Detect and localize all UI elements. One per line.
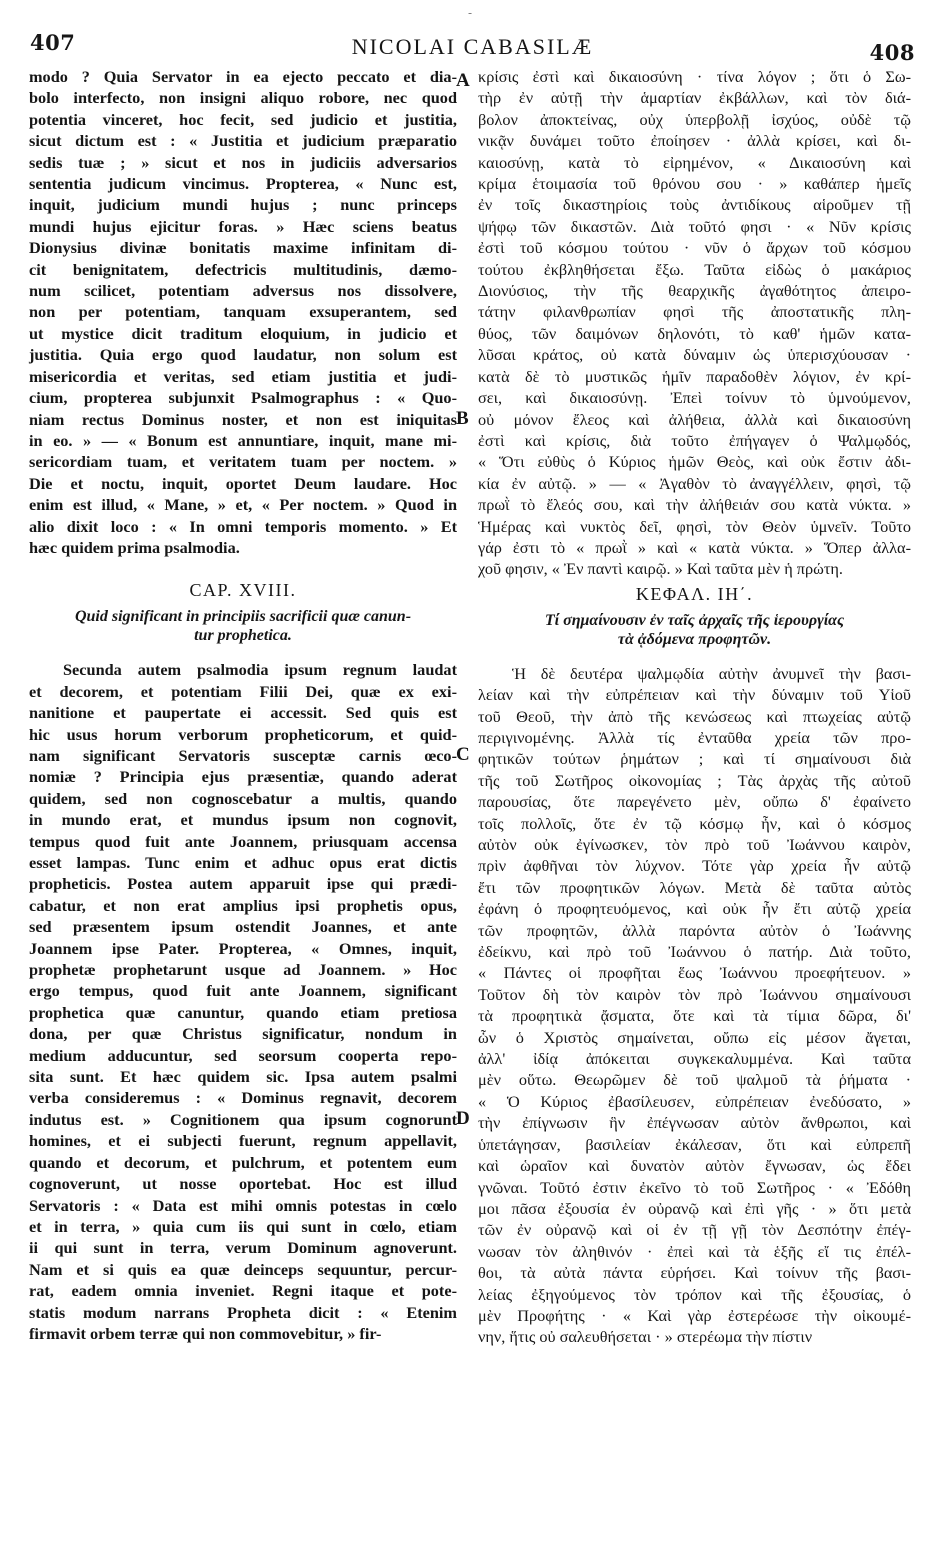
text-line: alio dixit loco : « In omni temporis momento. » Et	[29, 516, 457, 536]
text-line: firmavit orbem terræ qui non commovebitur, » fir-	[29, 1323, 382, 1343]
text-line: rat, eadem omnia inveniet. Regni itaque et pote-	[29, 1281, 457, 1301]
text-line: ἔτι τῶν προφητικῶν λόγων. Μετὰ δὲ ταῦτα αὐτὸς	[478, 877, 911, 897]
text-line: τὰ προφητικὰ ᾄσματα, ὅτε καὶ τὰ τίμια δῶρα, δι'	[478, 1006, 911, 1026]
text-line: γάρ ἐστι τὸ « πρωῒ » καὶ « κατὰ νύκτα. » Ὅπερ ἀλλα-	[478, 537, 911, 557]
text-line: τὴν ἐπίγνωσιν ἣν ἐπέγνωσαν αὐτὸν ἄνθρωποι, καὶ	[478, 1113, 911, 1133]
text-line: Secunda autem psalmodia ipsum regnum laudat	[63, 660, 457, 680]
text-line: κατὰ δὲ τὸ μυστικῶς ἡμῖν παραδοθὲν λόγιον, ἐν κρί-	[478, 366, 911, 386]
latin-paragraph-1	[29, 66, 457, 558]
text-line: cognoverunt, ut nosse oportebat. Hoc est illud	[29, 1174, 457, 1194]
margin-marker-d: D	[456, 1108, 470, 1129]
text-line: παρουσίας, ὅτε παρεγένετο μὲν, οὔπω δ' ἐφαίνετο	[478, 792, 911, 812]
text-line: Die et noctu, inquit, oportet Deum laudare. Hoc	[29, 473, 457, 493]
text-line: tur prophetica.	[194, 627, 292, 645]
page-number-left: 407	[30, 30, 76, 55]
text-line: verba consideremus : « Dominus regnavit, decorem	[29, 1088, 457, 1108]
top-mark: -	[468, 6, 473, 20]
text-line: χοῦ φησιν, « Ἐν παντὶ καιρῷ. » Καὶ ταῦτα μὲν ἡ πρώτη.	[478, 559, 843, 579]
text-line: γνῶναι. Τοῦτό ἐστιν ἐκεῖνο τὸ τοῦ Σωτῆρος · « Ἐδόθη	[478, 1177, 911, 1197]
text-line: περιγινομένης. Ἀλλὰ τίς ἐνταῦθα χρεία τῶν προ-	[478, 727, 911, 747]
text-line: τὰ ᾀδόμενα προφητῶν.	[617, 630, 772, 648]
text-line: βολον ἀποκτείνας, οὐχ ὑπερβολῇ ἰσχύος, οὐδὲ τῷ	[478, 109, 911, 129]
text-line: καιοσύνῃ, κατὰ τὸ εἰρημένον, « Δικαιοσύνη καὶ	[478, 152, 911, 172]
text-line: ut mystice dicit traditum eloquium, in judicio et	[29, 323, 457, 343]
text-line: νικᾷν δυνάμει τοῦτο ἐποίησεν · ἀλλὰ κρίσει, καὶ δι-	[478, 131, 911, 151]
text-line: φητικῶν τούτων ῥημάτων ; καὶ τί σημαίνουσι διὰ	[478, 749, 911, 769]
text-line: bolo interfecto, non insigni aliquo robore, nec quod	[29, 88, 457, 108]
greek-chapter-subtitle	[478, 611, 911, 649]
text-line: πρὶν ἀφθῆναι τὸν λύχνον. Τότε γὰρ χρεία ἦν αὐτῷ	[478, 856, 911, 876]
text-line: ψήφῳ τῶν δικαστῶν. Διὰ τοῦτό φησι · « Νῦν κρίσις	[478, 216, 911, 236]
text-line: μὲν οὕτω. Θεωρῶμεν δὲ τοῦ ψαλμοῦ τὰ ῥήματα ·	[478, 1070, 911, 1090]
text-line: Τί σημαίνουσιν ἐν ταῖς ἀρχαῖς τῆς ἱερουργίας	[544, 611, 845, 629]
text-line: λῦσαι κράτος, οὐ κατὰ δύναμιν ὡς ὑπερισχύουσαν ·	[478, 345, 911, 365]
text-line: prophetica quæ canuntur, quando etiam pretiosa	[29, 1002, 457, 1022]
greek-column	[478, 66, 911, 1348]
text-line: τοῖς πολλοῖς, ὅτε ἐν τῷ κόσμῳ ἦν, καὶ ὁ κόσμος	[478, 813, 911, 833]
text-line: θοι, τὰ αὐτὰ πάντα εὑρήσει. Καὶ τοίνυν τῆς βασι-	[478, 1263, 911, 1283]
margin-marker-a: A	[456, 70, 470, 91]
text-line: dona, per quæ Christus significatur, nondum in	[29, 1024, 457, 1044]
text-line: sedis tuæ ; » sicut et nos in judiciis adversarios	[29, 152, 457, 172]
text-line: ἀλλ' ἰδίᾳ ἀπόκειται συγκεκαλυμμένα. Καὶ ταῦτα	[478, 1049, 911, 1069]
text-line: ἐφάνη ὁ προφητευόμενος, καὶ οὐκ ἦν ἔτι αὐτῷ χρεία	[478, 899, 911, 919]
text-line: θύος, τῶν δαιμόνων δηλονότι, τὸ καθ' ἡμῶν κατα-	[478, 323, 911, 343]
text-line: τοῦ Θεοῦ, τὴν ἀπὸ τῆς κενώσεως καὶ πτωχείας αὐτῷ	[478, 706, 911, 726]
text-line: Διονύσιος, τὴν τῆς θεαρχικῆς ἀγαθότητος ἀπειρο-	[478, 281, 911, 301]
text-line: αὐτὸν οὐκ ἐγίνωσκεν, τὸν πρὸ τοῦ Ἰωάννου καιρὸν,	[478, 835, 911, 854]
text-line: et in terra, » quia cum iis qui sunt in cœlo, etiam	[29, 1216, 457, 1236]
text-line: ergo tempus, quod fuit ante Joannem, significant	[29, 981, 457, 1001]
greek-chapter-title: ΚΕΦΑΛ. ΙΗ΄.	[635, 583, 754, 604]
text-line: τῆς τοῦ Σωτῆρος οἰκονομίας ; Τὰς ἀρχὰς τῆς αὐτοῦ	[478, 770, 911, 790]
text-line: τῶν ἐν οὐρανῷ καὶ οἱ ἐν τῇ γῇ τὸν Δεσπότην ἐπέγ-	[478, 1220, 911, 1240]
text-line: sed præsentem ipsum ostendit Joannes, et ante	[29, 917, 457, 937]
text-line: medium adducuntur, sed seorsum cooperta repo-	[29, 1045, 457, 1065]
text-line: cabatur, et non erat amplius ipsi prophetis opus,	[29, 895, 457, 915]
text-line: Quid significant in principiis sacrificii quæ canun-	[74, 608, 412, 626]
text-line: λείαν καὶ τὴν εὐπρέπειαν καὶ τὴν δύναμιν τοῦ Υἱοῦ	[478, 685, 911, 705]
text-line: τούτου ἐκβληθήσεται ἔξω. Ταῦτα εἰδὼς ὁ μακάριος	[478, 259, 911, 279]
text-line: hæc quidem prima psalmodia.	[29, 537, 240, 557]
text-line: ἐν τοῖς δικαστηρίοις τοὺς ἀντιδίκους αἱροῦμεν τῇ	[478, 195, 911, 215]
text-line: τῶν προφητῶν, ἀλλὰ παρόντα αὐτὸν ὁ Ἰωάννης	[478, 920, 911, 940]
text-line: nomiæ ? Principia ejus præsentiæ, quando aderat	[29, 767, 457, 787]
text-line: ἐστὶ τοῦ κόσμου τούτου · νῦν ὁ ἄρχων τοῦ κόσμου	[478, 238, 911, 258]
text-line: καὶ ὡραῖον καὶ δυνατὸν αὐτὸν ἔγνωσαν, ὡς ἔδει	[478, 1156, 911, 1176]
text-line: modo ? Quia Servator in ea ejecto peccato et dia-	[29, 67, 457, 86]
text-line: Nam et si quis ea quæ deinceps sequuntur, percur-	[29, 1259, 457, 1279]
margin-marker-c: C	[456, 744, 470, 765]
text-line: « Ὁ Κύριος ἐβασίλευσεν, εὐπρέπειαν ἐνεδύσατο, »	[478, 1091, 911, 1111]
latin-paragraph-2	[29, 659, 457, 1344]
text-line: ὑπετάγησαν, βασιλείαν ἐκάλεσαν, ὅτι καὶ εὐπρεπῆ	[478, 1134, 911, 1154]
text-line: νωσαν τὸν ἀληθινόν · ἐπεὶ καὶ τὰ ἑξῆς εἴ τις ἐπέλ-	[478, 1241, 911, 1261]
text-line: indutus est. » Cognitionem qua ipsum cognorunt	[29, 1109, 457, 1129]
text-line: nam significant Servatoris susceptæ carnis œco-	[29, 745, 457, 765]
text-line: potentia vinceret, hoc fecit, sed judicio et justitia,	[29, 109, 457, 129]
text-line: νην, ἥτις οὐ σαλευθήσεται · » στερέωμα τὴν πίστιν	[478, 1327, 813, 1347]
text-line: οὐ μόνον ἔλεος καὶ ἀλήθεια, ἀλλὰ καὶ δικαιοσύνη	[478, 409, 911, 429]
text-line: esset lampas. Tunc enim et adhuc opus erat dictis	[29, 853, 457, 872]
text-line: ὧν ὁ Χριστὸς σημαίνεται, οὔπω εἰς μέσον ἄγεται,	[478, 1027, 911, 1047]
text-line: nanitione et paupertate ei accessit. Sed quis est	[29, 703, 457, 723]
text-line: hic usus horum verborum propheticorum, et quid-	[29, 724, 457, 744]
text-line: prophetæ prophetarunt usque ad Joannem. » Hoc	[29, 960, 457, 980]
text-line: κία ἐν αὐτῷ. » — « Ἀγαθὸν τὸ ἀναγγέλλειν, φησὶ, τῷ	[478, 473, 911, 493]
text-line: ii qui sunt in terra, verum Dominum agnoverunt.	[29, 1238, 457, 1258]
text-line: Τοῦτον δὴ τὸν καιρὸν τὸν πρὸ Ἰωάννου σημαίνουσι	[478, 984, 911, 1004]
text-line: ἐστὶ καὶ κρίσις, διὰ τοῦτο ἐπήγαγεν ὁ Ψαλμῳδός,	[478, 430, 911, 450]
text-line: sita sunt. Et hæc quidem sic. Ipsa autem psalmi	[29, 1067, 457, 1087]
text-line: sicut dictum est : « Justitia et judicium præparatio	[29, 131, 457, 151]
text-line: propheticis. Postea autem apparuit ipse qui prædi-	[29, 874, 457, 894]
greek-paragraph-2	[478, 663, 911, 1348]
text-line: μὲν Προφήτης · « Καὶ γὰρ ἐστερέωσε τὴν οἰκουμέ-	[478, 1305, 911, 1325]
latin-column	[29, 66, 457, 1344]
running-head: NICOLAI CABASILÆ	[351, 34, 594, 59]
text-line: πρωῒ τὸ ἔλεός σου, καὶ τὴν ἀλήθειάν σου κατὰ νύκτα. »	[478, 495, 911, 515]
text-line: cium, propterea subjunxit Psalmographus : « Quo-	[29, 388, 457, 408]
latin-chapter-title: CAP. XVIII.	[189, 580, 297, 601]
text-line: Joannem ipse Pater. Propterea, « Omnes, inquit,	[29, 938, 457, 958]
text-line: τὴρ ἐν αὐτῇ τὴν ἁμαρτίαν ἐκβάλλων, καὶ τὸν διά-	[478, 88, 911, 108]
page-number-right: 408	[869, 40, 915, 65]
text-line: inquit, judicium mundi hujus ; nunc princeps	[29, 195, 457, 215]
text-line: sententia judicum vincimus. Propterea, « Nunc est,	[29, 174, 457, 194]
latin-chapter-subtitle	[29, 607, 457, 645]
greek-paragraph-1	[478, 66, 911, 580]
text-line: enim est illud, « Mane, » et, « Per noctem. » Quod in	[29, 495, 457, 515]
text-line: Ἡμέρας καὶ νυκτὸς δεῖ, φησὶ, τὸν Θεὸν ὑμνεῖν. Τοῦτο	[478, 516, 911, 536]
text-line: quando et decorum, et pulchrum, et potentem eum	[29, 1152, 457, 1172]
text-line: cit benignitatem, defectricis multitudinis, dæmo-	[29, 259, 457, 279]
text-line: σει, καὶ δικαιοσύνῃ. Ἐπεὶ τοίνυν τὸ ὑμνούμενον,	[478, 388, 911, 408]
text-line: quidem, sed non cognoscebatur a multis, quando	[29, 788, 457, 808]
text-line: μοι πᾶσα ἐξουσία ἐν οὐρανῷ καὶ ἐπὶ γῆς · » ὅτι μετὰ	[478, 1198, 911, 1218]
text-line: non per potentiam, tanquam exsuperantem, sed	[29, 302, 457, 322]
text-line: Servatoris : « Data est mihi omnis potestas in cœlo	[29, 1195, 457, 1215]
text-line: τάτην φιλανθρωπίαν φησὶ τῆς ἀποστατικῆς πλη-	[478, 302, 911, 322]
text-line: et decorem, et potentiam Filii Dei, quæ ex exi-	[29, 681, 457, 701]
text-line: κρίμα ἑτοιμασία τοῦ θρόνου σου · » καθάπερ ἡμεῖς	[478, 174, 911, 194]
text-line: num scilicet, potentiam adversus nos dissolvere,	[29, 281, 457, 301]
text-line: Dionysius divinæ bonitatis maxime infinitam di-	[29, 238, 457, 258]
text-line: in mundo erat, et mundus ipsum non cognovit,	[29, 810, 457, 830]
text-line: tempus quod fuit ante Joannem, priusquam accensa	[29, 831, 457, 851]
text-line: « Πάντες οἱ προφῆται ἕως Ἰωάννου προεφήτευον. »	[478, 963, 911, 983]
text-line: Ἡ δὲ δευτέρα ψαλμῳδία αὐτὴν ἀνυμνεῖ τὴν βασι-	[512, 663, 911, 683]
margin-marker-b: B	[456, 408, 469, 429]
text-line: λείας ἐξηγούμενος τὸν τρόπον καὶ τῆς ἐξουσίας, ὁ	[478, 1284, 911, 1304]
text-line: mundi hujus ejicitur foras. » Hæc sciens beatus	[29, 216, 457, 236]
text-line: niam rectus Dominus noster, et non est iniquitas	[29, 409, 457, 429]
text-line: « Ὅτι εὐθὺς ὁ Κύριος ἡμῶν Θεὸς, καὶ οὐκ ἔστιν ἀδι-	[478, 452, 911, 472]
text-line: ἐδείκνυ, καὶ πρὸ τοῦ Ἰωάννου ὁ πατήρ. Διὰ τοῦτο,	[478, 942, 911, 962]
text-line: sericordiam tuam, et veritatem tuam per noctem. »	[29, 452, 457, 472]
text-line: justitia. Quia ergo quod laudatur, non solum est	[29, 345, 457, 365]
text-line: misericordia et veritas, sed etiam justitia et judi-	[29, 366, 457, 386]
text-line: homines, et ei subjecti fuerunt, regnum appellavit,	[29, 1131, 457, 1151]
text-line: κρίσις ἐστὶ καὶ δικαιοσύνη · τίνα λόγον ; ὅτι ὁ Σω-	[478, 67, 911, 86]
text-line: statis modum narrans Propheta dicit : « Etenim	[29, 1302, 457, 1322]
text-line: in eo. » — « Bonum est annuntiare, inquit, mane mi-	[29, 430, 457, 450]
